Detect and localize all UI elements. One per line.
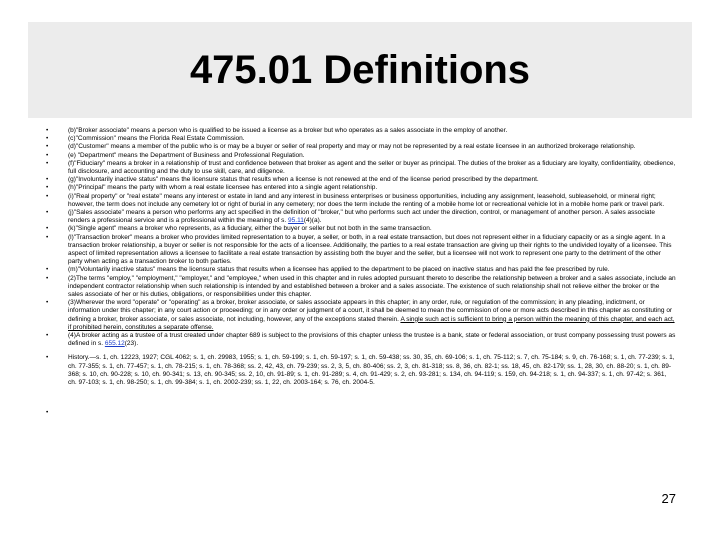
bullet-icon: • [46,184,49,192]
list-item: • (f)"Fiduciary" means a broker in a relationship of trust and confidence between that broker as agent and the seller or buyer as principal. The duties of the broker as a fiduciary are loyalty, confidentiality, obedience, full disclosure, and accounting and the duty to use skill, care, and diligence. [46,159,676,176]
bullet-icon: • [46,143,49,151]
bullet-icon: • [46,266,49,274]
list-item: • (j)"Sales associate" means a person who performs any act specified in the definition of "broker," but who performs such act under the direction, control, or management of another person. A sales associate renders a professional service and is a professional within the meaning of s. 95.11(4)(a). [46,209,655,225]
slide-title: 475.01 Definitions [189,47,531,92]
list-item: • (i)"Real property" or "real estate" means any interest or estate in land and any interest in business enterprises or business opportunities, including any assignment, leasehold, subleasehold, or mineral right; however, the term does not include any cemetery lot or right of burial in any cemetery; nor does the term include the renting of a mobile home lot or recreational vehicle lot in a mobile home park or travel park. [46,192,665,208]
list-item: • (c)"Commission" means the Florida Real Estate Commission. [46,135,245,143]
bullet-icon: • [46,233,49,241]
underlined-sentence: A single such act is sufficient to bring a person within the meaning of this chapter, and each act, if prohibited herein, constitutes a separate offense. [68,315,675,331]
title-box [28,22,692,118]
list-item: • (k)"Single agent" means a broker who represents, as a fiduciary, either the buyer or seller but not both in the same transaction. [46,225,432,233]
bullet-icon: • [46,151,49,159]
bullet-icon: • [46,274,49,282]
list-item: • (h)"Principal" means the party with whom a real estate licensee has entered into a single agent relationship. [46,184,378,192]
empty-list-item [46,409,676,417]
bullet-icon: • [46,354,49,362]
list-item: • (d)"Customer" means a member of the public who is or may be a buyer or seller of real property and may or may not be represented by a real estate licensee in an authorized brokerage relationship. [46,143,636,151]
list-item: • (2)The terms "employ," "employment," "employer," and "employee," when used in this chapter and in rules adopted pursuant thereto to describe the relationship between a broker and a sales associate, include an independent contractor relationship when such relationship is intended by and established between a broker and a sales associate. The existence of such relationship shall not relieve either the broker or the sales associate of her or his duties, obligations, or responsibilities under this chapter. [46,274,676,299]
bullet-icon: • [46,299,49,307]
definitions-list [46,127,676,417]
bullet-icon: • [46,176,49,184]
bullet-icon: • [46,159,49,167]
bullet-icon: • [46,127,49,134]
bullet-icon: • [46,135,49,143]
list-item: • (m)"Voluntarily inactive status" means the licensure status that results when a licensee has applied to the department to be placed on inactive status and has paid the fee prescribed by rule. [46,266,610,274]
list-item: • (b)"Broker associate" means a person who is qualified to be issued a license as a broker but who operates as a sales associate in the employ of another. [46,127,508,134]
statute-link-95-11[interactable]: 95.11 [288,217,304,225]
page-number: 27 [661,491,676,506]
list-item: • (3)Wherever the word "operate" or "operating" as a broker, broker associate, or sales associate appears in this chapter; in any order, rule, or regulation of the commission; in any pleading, indictment, or information under this chapter; in any court action or proceeding; or in any order or judgment of a court, it shall be deemed to mean the commission of one or more acts described in this chapter as constituting or defining a broker, broker associate, or sales associate, not including, however, any of the exceptions stated therein. A single such act is sufficient to bring a person within the meaning of this chapter, and each act, if prohibited herein, constitutes a separate offense. [46,299,675,331]
bullet-icon: • [46,332,49,340]
bullet-icon: • [46,225,49,233]
bullet-icon: • [46,192,49,200]
bullet-icon: • [46,409,49,417]
bullet-icon: • [46,209,49,217]
statute-link-655-12[interactable]: 655.12 [104,340,125,348]
history-item: • History.—s. 1, ch. 12223, 1927; CGL 4062; s. 1, ch. 29983, 1955; s. 1, ch. 59-199; s. 1, ch. 59-197; s. 1, ch. 59-438; ss. 30, 35, ch. 69-106; s. 1, ch. 75-112; s. 7, ch. 75-184; s. 9, ch. 76-168; s. 1, ch. 77-239; s. 1, ch. 77-355; s. 1, ch. 77-457; s. 1, ch. 78-215; s. 1, ch. 78-368; ss. 2, 42, 43, ch. 79-239; ss. 2, 3, 5, ch. 80-406; ss. 2, 3, ch. 81-318; ss. 8, 36, ch. 82-1; ss. 18, 45, ch. 82-179; ss. 1, 28, 30, ch. 88-20; s. 1, ch. 89-368; s. 10, ch. 90-228; s. 10, ch. 90-341; s. 13, ch. 90-345; ss. 2, 10, ch. 91-89; s. 1, ch. 91-289; s. 4, ch. 91-429; s. 2, ch. 93-281; s. 134, ch. 94-119; s. 159, ch. 94-218; s. 1, ch. 94-337; s. 1, ch. 97-42; s. 361, ch. 97-103; s. 1, ch. 98-250; s. 1, ch. 99-384; s. 1, ch. 2002-239; ss. 1, 22, ch. 2003-164; s. 76, ch. 2004-5. [46,354,675,387]
list-item: • (g)"Involuntarily inactive status" means the licensure status that results when a license is not renewed at the end of the license period prescribed by the department. [46,176,539,184]
list-item: • (e) "Department" means the Department of Business and Professional Regulation. [46,151,305,159]
list-item: • (l)"Transaction broker" means a broker who provides limited representation to a buyer, a seller, or both, in a real estate transaction, but does not represent either in a fiduciary capacity or as a single agent. In a transaction broker relationship, a buyer or seller is not responsible for the acts of a licensee. Additionally, the parties to a real estate transaction are giving up their rights to the undivided loyalty of a licensee. This aspect of limited representation allows a licensee to facilitate a real estate transaction by assisting both the buyer and the seller, but a licensee will not work to represent one party to the detriment of the other party when acting as a transaction broker to both parties. [46,233,672,266]
list-item: • (4)A broker acting as a trustee of a trust created under chapter 689 is subject to the provisions of this chapter unless the trustee is a bank, state or federal association, or trust company possessing trust powers as defined in s. 655.12(23). [46,332,676,348]
